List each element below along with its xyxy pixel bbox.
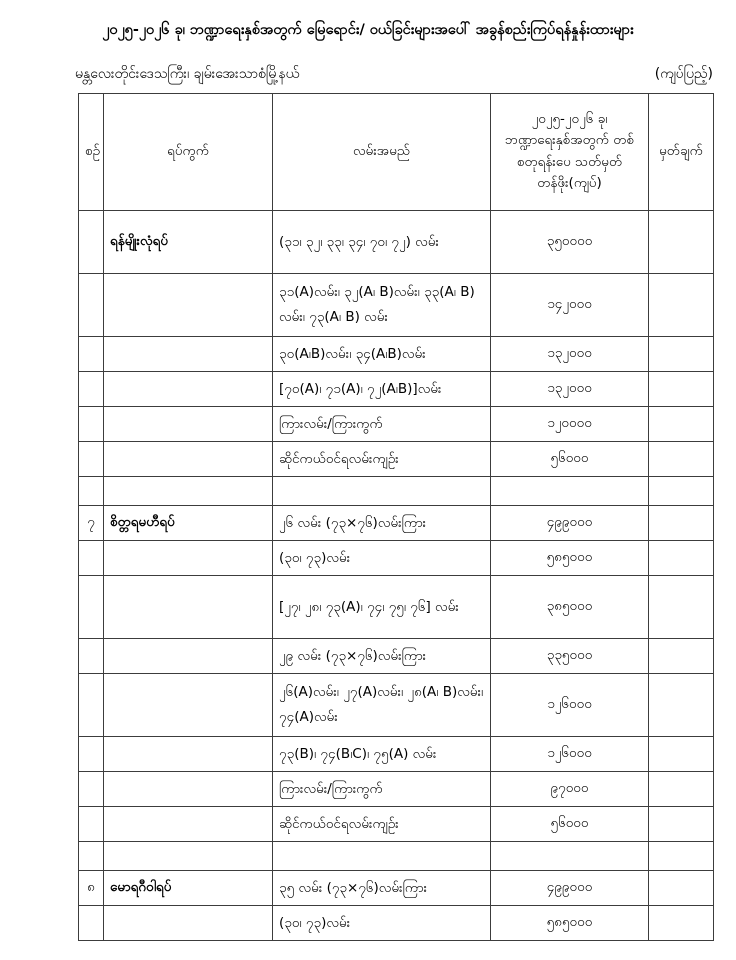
- cell-rate: ၄၉၉၀၀၀: [491, 870, 649, 905]
- cell-street: [273, 476, 491, 505]
- cell-ward: [104, 441, 273, 476]
- cell-serial: [79, 771, 104, 806]
- cell-rate: ၁၄၂၀၀၀: [491, 273, 649, 336]
- cell-remark: [649, 210, 714, 273]
- cell-rate: ၃၅၀၀၀၀: [491, 210, 649, 273]
- cell-ward: [104, 476, 273, 505]
- cell-rate: ၃၃၅၀၀၀: [491, 638, 649, 673]
- cell-serial: [79, 841, 104, 870]
- cell-street: ၃၀(A၊B)လမ်း၊ ၃၄(A၊B)လမ်း: [273, 336, 491, 371]
- cell-ward: [104, 406, 273, 441]
- cell-street: ၂၆(A)လမ်း၊ ၂၇(A)လမ်း၊ ၂၈(A၊ B)လမ်း၊ ၇၄(A)လမ်း: [273, 673, 491, 736]
- cell-remark: [649, 371, 714, 406]
- cell-ward: [104, 673, 273, 736]
- cell-ward: မောရဂီဝါရပ်: [104, 870, 273, 905]
- cell-remark: [649, 540, 714, 575]
- page-title: ၂၀၂၅-၂၀၂၆ ခု၊ ဘဏ္ဍာရေးနှစ်အတွက် မြေရောင်း/ ဝယ်ခြင်းများအပေါ် အခွန်စည်းကြပ်ရန်နှုန်းထားများ: [102, 22, 634, 38]
- cell-ward: [104, 736, 273, 771]
- cell-ward: [104, 905, 273, 940]
- cell-ward: [104, 841, 273, 870]
- cell-serial: [79, 441, 104, 476]
- cell-serial: [79, 736, 104, 771]
- cell-street: ၃၁(A)လမ်း၊ ၃၂(A၊ B)လမ်း၊ ၃၃(A၊ B) လမ်း၊ ၇၃(A၊ B) လမ်း: [273, 273, 491, 336]
- col-header-serial: စဉ်: [79, 93, 104, 210]
- cell-remark: [649, 476, 714, 505]
- cell-street: [၇၀(A)၊ ၇၁(A)၊ ၇၂(A၊B)]လမ်း: [273, 371, 491, 406]
- table-row: [79, 505, 714, 540]
- table-row-empty: [79, 476, 714, 505]
- cell-rate: ၁၃၂၀၀၀: [491, 371, 649, 406]
- cell-remark: [649, 905, 714, 940]
- table-row: [79, 273, 714, 336]
- cell-rate: ၁၂၀၀၀၀: [491, 406, 649, 441]
- table-row: [79, 736, 714, 771]
- cell-remark: [649, 806, 714, 841]
- cell-street: [273, 841, 491, 870]
- cell-serial: [79, 210, 104, 273]
- table-row: [79, 771, 714, 806]
- cell-serial: [79, 476, 104, 505]
- cell-remark: [649, 673, 714, 736]
- table-row: [79, 371, 714, 406]
- cell-rate: [491, 476, 649, 505]
- cell-serial: [79, 273, 104, 336]
- cell-rate: ၁၃၂၀၀၀: [491, 336, 649, 371]
- cell-ward: [104, 638, 273, 673]
- cell-street: (၃၀၊ ၇၃)လမ်း: [273, 905, 491, 940]
- table-row: [79, 210, 714, 273]
- col-header-rate-per-sqft: ၂၀၂၅-၂၀၂၆ ခု၊ ဘဏ္ဍာရေးနှစ်အတွက် တစ်စတုရန်းပေ သတ်မှတ်တန်ဖိုး(ကျပ်): [491, 93, 649, 210]
- cell-rate: ၉၇၀၀၀: [491, 771, 649, 806]
- cell-street: ဆိုင်ကယ်ဝင်ရလမ်းကျဉ်း: [273, 441, 491, 476]
- cell-serial: [79, 575, 104, 638]
- cell-ward: [104, 575, 273, 638]
- cell-remark: [649, 336, 714, 371]
- cell-remark: [649, 406, 714, 441]
- table-row: [79, 905, 714, 940]
- cell-remark: [649, 575, 714, 638]
- cell-ward: [104, 336, 273, 371]
- cell-rate: ၄၉၉၀၀၀: [491, 505, 649, 540]
- cell-remark: [649, 638, 714, 673]
- cell-rate: ၅၈၅၀၀၀: [491, 540, 649, 575]
- col-header-street-name: လမ်းအမည်: [273, 93, 491, 210]
- cell-ward: ရန်မျိုးလုံရပ်: [104, 210, 273, 273]
- table-row: [79, 870, 714, 905]
- cell-ward: စိတ္တရမဟီရပ်: [104, 505, 273, 540]
- table-row: [79, 540, 714, 575]
- cell-rate: ၁၂၆၀၀၀: [491, 673, 649, 736]
- cell-street: [၂၇၊ ၂၈၊ ၇၃(A)၊ ၇၄၊ ၇၅၊ ၇၆] လမ်း: [273, 575, 491, 638]
- cell-street: ကြားလမ်း/ကြားကွက်: [273, 771, 491, 806]
- cell-rate: ၅၈၅၀၀၀: [491, 905, 649, 940]
- cell-remark: [649, 771, 714, 806]
- cell-remark: [649, 841, 714, 870]
- cell-ward: [104, 771, 273, 806]
- cell-serial: ၇: [79, 505, 104, 540]
- tax-rate-table: [78, 93, 714, 941]
- cell-rate: ၅၆၀၀၀: [491, 441, 649, 476]
- subheading-row: [75, 64, 713, 85]
- table-row: [79, 638, 714, 673]
- cell-serial: [79, 638, 104, 673]
- cell-street: ၇၃(B)၊ ၇၄(B၊C)၊ ၇၅(A) လမ်း: [273, 736, 491, 771]
- cell-serial: [79, 540, 104, 575]
- cell-serial: ၈: [79, 870, 104, 905]
- table-row: [79, 406, 714, 441]
- table-row: [79, 336, 714, 371]
- cell-ward: [104, 540, 273, 575]
- table-row: [79, 673, 714, 736]
- cell-street: ၃၅ လမ်း (၇၃×၇၆)လမ်းကြား: [273, 870, 491, 905]
- cell-serial: [79, 371, 104, 406]
- cell-remark: [649, 273, 714, 336]
- cell-rate: [491, 841, 649, 870]
- cell-serial: [79, 673, 104, 736]
- table-row-empty: [79, 841, 714, 870]
- currency-unit-note: (ကျပ်ပြည့်): [654, 65, 713, 82]
- table-row: [79, 441, 714, 476]
- col-header-remark: မှတ်ချက်: [649, 93, 714, 210]
- cell-remark: [649, 736, 714, 771]
- cell-serial: [79, 336, 104, 371]
- cell-ward: [104, 371, 273, 406]
- cell-street: ဆိုင်ကယ်ဝင်ရလမ်းကျဉ်း: [273, 806, 491, 841]
- cell-street: ကြားလမ်း/ကြားကွက်: [273, 406, 491, 441]
- cell-serial: [79, 905, 104, 940]
- cell-serial: [79, 806, 104, 841]
- cell-ward: [104, 806, 273, 841]
- cell-street: (၃၁၊ ၃၂၊ ၃၃၊ ၃၄၊ ၇၀၊ ၇၂) လမ်း: [273, 210, 491, 273]
- cell-street: ၂၉ လမ်း (၇၃×၇၆)လမ်းကြား: [273, 638, 491, 673]
- table-row: [79, 806, 714, 841]
- region-township-label: မန္တလေးတိုင်းဒေသကြီး၊ ချမ်းအေးသာစံမြို့နယ်: [75, 65, 300, 82]
- cell-serial: [79, 406, 104, 441]
- cell-rate: ၃၈၅၀၀၀: [491, 575, 649, 638]
- cell-street: (၃၀၊ ၇၃)လမ်း: [273, 540, 491, 575]
- cell-remark: [649, 505, 714, 540]
- cell-ward: [104, 273, 273, 336]
- table-row: [79, 575, 714, 638]
- cell-remark: [649, 870, 714, 905]
- cell-street: ၂၆ လမ်း (၇၃×၇၆)လမ်းကြား: [273, 505, 491, 540]
- cell-remark: [649, 441, 714, 476]
- col-header-ward: ရပ်ကွက်: [104, 93, 273, 210]
- cell-rate: ၅၆၀၀၀: [491, 806, 649, 841]
- table-header-row: [79, 93, 714, 210]
- cell-rate: ၁၂၆၀၀၀: [491, 736, 649, 771]
